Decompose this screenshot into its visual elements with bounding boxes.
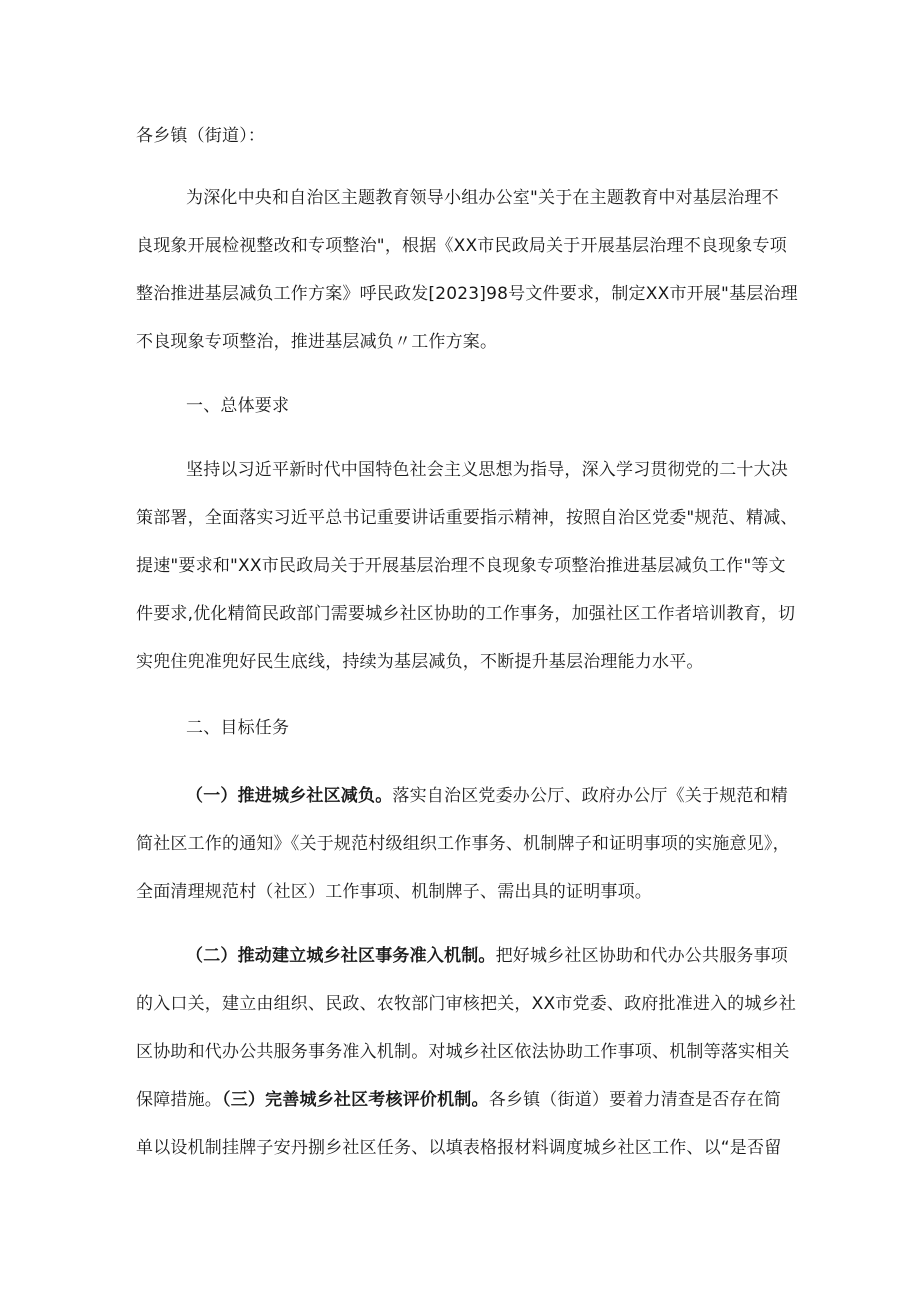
item2-line-3: 区协助和代办公共服务事务准入机制。对城乡社区依法协助工作事项、机制等落实相关 <box>136 1042 790 1062</box>
item1-line-3: 全面清理规范村（社区）工作事项、机制牌子、需出具的证明事项。 <box>136 882 652 902</box>
section1-line-4: 件要求,优化精简民政部门需要城乡社区协助的工作事务，加强社区工作者培训教育，切 <box>136 604 796 624</box>
item1-line-1-text: 落实自治区党委办公厅、政府办公厅《关于规范和精 <box>392 786 789 806</box>
item2-title: （二）推动建立城乡社区事务准入机制。 <box>186 946 496 966</box>
intro-line-1: 为深化中央和自治区主题教育领导小组办公室"关于在主题教育中对基层治理不 <box>186 188 779 208</box>
salutation: 各乡镇（街道）： <box>136 126 266 146</box>
intro-line-2: 良现象开展检视整改和专项整治"，根据《XX市民政局关于开展基层治理不良现象专项 <box>136 236 787 256</box>
item2-line-4 <box>136 1088 781 1112</box>
section1-line-5: 实兜住兜准兜好民生底线，持续为基层减负，不断提升基层治理能力水平。 <box>136 652 704 672</box>
item2-line-1-text: 把好城乡社区协助和代办公共服务事项 <box>495 946 789 966</box>
item1-line-2: 简社区工作的通知》《关于规范村级组织工作事务、机制牌子和证明事项的实施意见》， <box>136 834 790 854</box>
item2-line-2: 的入口关，建立由组织、民政、农牧部门审核把关，XX市党委、政府批准进入的城乡社 <box>136 994 797 1014</box>
item2-line-1 <box>186 944 788 968</box>
item1-line-1 <box>186 784 788 808</box>
intro-line-3: 整治推进基层减负工作方案》呼民政发[2023]98号文件要求，制定XX市开展"基层治理 <box>136 284 798 304</box>
section1-line-3: 提速"要求和"XX市民政局关于开展基层治理不良现象专项整治推进基层减负工作"等文 <box>136 556 786 576</box>
item3-line-1-text: 各乡镇（街道）要着力清查是否存在简 <box>488 1090 782 1110</box>
section1-heading: 一、总体要求 <box>186 396 290 416</box>
intro-line-4: 不良现象专项整治，推进基层减负〃工作方案。 <box>136 332 498 352</box>
item3-title: （三）完善城乡社区考核评价机制。 <box>222 1090 489 1110</box>
section1-line-2: 策部署，全面落实习近平总书记重要讲话重要指示精神，按照自治区党委"规范、精减、 <box>136 508 798 528</box>
item3-line-2: 单以设机制挂牌子安丹捌乡社区任务、以填表格报材料调度城乡社区工作、以“是否留 <box>136 1138 782 1158</box>
item2-line-4-text: 保障措施。 <box>136 1090 222 1110</box>
item1-title: （一）推进城乡社区减负。 <box>186 786 393 806</box>
section2-heading: 二、目标任务 <box>186 718 290 738</box>
section1-line-1: 坚持以习近平新时代中国特色社会主义思想为指导，深入学习贯彻党的二十大决 <box>186 460 788 480</box>
